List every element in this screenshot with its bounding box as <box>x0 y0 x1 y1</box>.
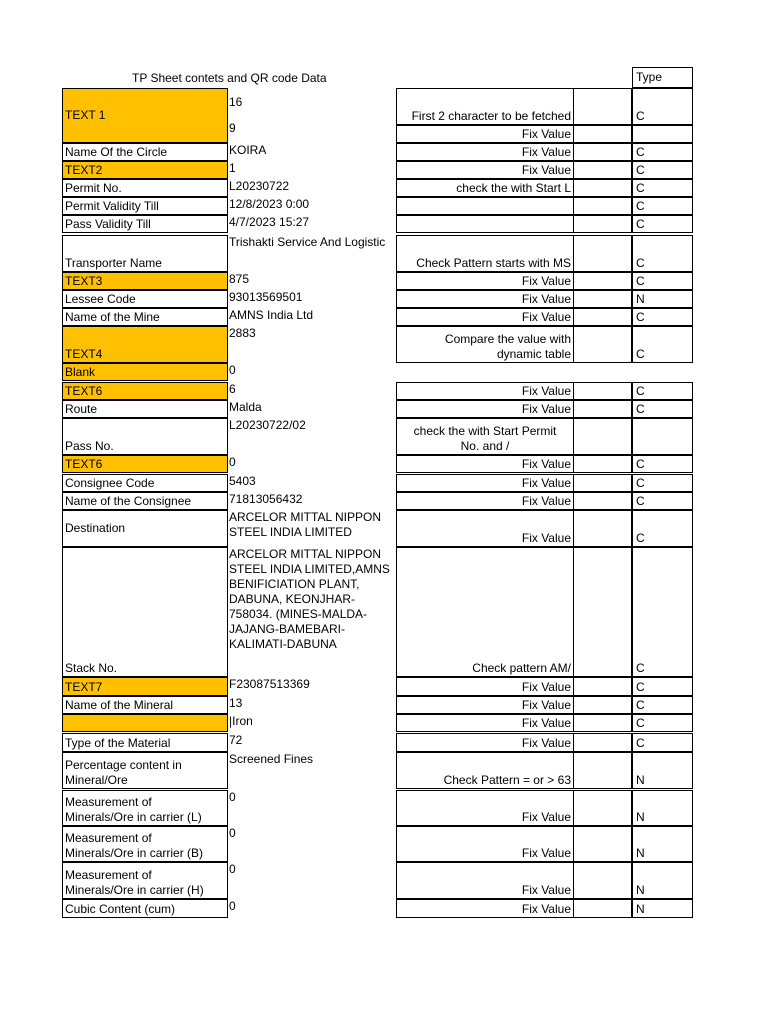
row-value: ARCELOR MITTAL NIPPON STEEL INDIA LIMITED <box>229 510 382 539</box>
row-label: TEXT 1 <box>62 88 228 143</box>
row-value: 5403 <box>229 474 256 488</box>
row-check-rule: Fix Value <box>396 290 573 308</box>
row-value: AMNS India Ltd <box>229 308 314 322</box>
row-value: 0 <box>229 899 236 913</box>
row-label: TEXT6 <box>62 455 228 473</box>
row-type: C <box>632 161 693 179</box>
row-label: Name Of the Circle <box>62 143 228 161</box>
table-row <box>0 215 768 233</box>
row-spacer-cell <box>573 510 632 547</box>
table-row <box>0 474 768 492</box>
row-check-rule: Fix Value <box>396 826 573 862</box>
row-check-rule: Fix Value <box>396 161 573 179</box>
row-check-rule: Check pattern AM/ <box>396 547 573 677</box>
row-value: ARCELOR MITTAL NIPPON STEEL INDIA LIMITED,AMNS BENIFICIATION PLANT, DABUNA, KEONJHAR- 758034. (MINES-MALDA- JAJANG-BAMEBARI- KALIMATI-DABUNA <box>229 547 390 651</box>
row-type: C <box>632 733 693 752</box>
row-check-rule: Fix Value <box>396 492 573 510</box>
row-label: Measurement of Minerals/Ore in carrier (L) <box>62 790 228 826</box>
row-spacer-cell <box>573 492 632 510</box>
row-spacer-cell <box>573 179 632 197</box>
row-check-rule: Fix Value <box>396 677 573 696</box>
table-row <box>0 179 768 197</box>
table-row <box>0 400 768 418</box>
row-check-rule: Fix Value <box>396 455 573 473</box>
row-spacer-cell <box>573 677 632 696</box>
row-label: Measurement of Minerals/Ore in carrier (B) <box>62 826 228 862</box>
table-row <box>0 696 768 714</box>
row-label: Type of the Material <box>62 733 228 752</box>
row-check-rule: Fix Value <box>396 143 573 161</box>
table-row <box>0 197 768 215</box>
row-label: Pass No. <box>62 418 228 455</box>
row-check-rule: Fix Value <box>396 400 573 418</box>
row-value: L20230722/02 <box>229 418 306 432</box>
row-check-rule: Check Pattern = or > 63 <box>396 752 573 789</box>
row-check-rule: Fix Value <box>396 272 573 290</box>
table-row <box>0 382 768 400</box>
row-value: 16 9 <box>229 95 243 135</box>
row-label: Pass Validity Till <box>62 215 228 233</box>
row-value: 0 <box>229 862 236 876</box>
row-check-rule: Check Pattern starts with MS <box>396 235 573 272</box>
row-type: C <box>632 308 693 326</box>
row-spacer-cell <box>573 143 632 161</box>
row-type: C <box>632 455 693 473</box>
row-type: N <box>632 826 693 862</box>
row-check-rule: check the with Start L <box>396 179 573 197</box>
row-spacer-cell <box>573 790 632 826</box>
row-type: C <box>632 197 693 215</box>
row-check-rule: Fix Value <box>396 125 573 143</box>
row-value: 0 <box>229 826 236 840</box>
row-label: TEXT7 <box>62 677 228 696</box>
row-value: 13 <box>229 696 243 710</box>
row-check-rule: Fix Value <box>396 714 573 732</box>
row-value: L20230722 <box>229 179 290 193</box>
row-value: 4/7/2023 15:27 <box>229 215 310 229</box>
row-label: Cubic Content (cum) <box>62 899 228 918</box>
row-value: 93013569501 <box>229 290 303 304</box>
row-spacer-cell <box>573 826 632 862</box>
row-value: Trishakti Service And Logistic <box>229 235 386 249</box>
row-type: C <box>632 235 693 272</box>
table-row <box>0 143 768 161</box>
table-row <box>0 492 768 510</box>
row-spacer-cell <box>573 862 632 899</box>
row-type: N <box>632 290 693 308</box>
row-spacer-cell <box>573 197 632 215</box>
row-spacer-cell <box>573 400 632 418</box>
table-row <box>0 547 768 677</box>
table-row <box>0 161 768 179</box>
row-check-rule: Fix Value <box>396 790 573 826</box>
table-row <box>0 677 768 696</box>
table-row <box>0 326 768 363</box>
row-check-rule: Fix Value <box>396 308 573 326</box>
row-spacer-cell <box>573 382 632 400</box>
row-type: C <box>632 88 693 125</box>
row-value: 72 <box>229 733 243 747</box>
row-spacer-cell <box>573 696 632 714</box>
row-label: Measurement of Minerals/Ore in carrier (H) <box>62 862 228 899</box>
row-type <box>632 125 693 143</box>
row-type: C <box>632 382 693 400</box>
row-type: C <box>632 714 693 732</box>
type-column-header: Type <box>632 67 693 88</box>
row-label: Blank <box>62 363 228 381</box>
row-value: Screened Fines <box>229 752 314 766</box>
table-row <box>0 290 768 308</box>
row-label: Name of the Consignee <box>62 492 228 510</box>
row-spacer-cell <box>573 733 632 752</box>
row-value: 6 <box>229 382 236 396</box>
row-type: C <box>632 400 693 418</box>
table-row <box>0 272 768 290</box>
row-spacer-cell <box>573 899 632 918</box>
row-label: Consignee Code <box>62 474 228 492</box>
row-label: Percentage content in Mineral/Ore <box>62 752 228 789</box>
row-type <box>632 418 693 455</box>
row-label: TEXT6 <box>62 382 228 400</box>
table-row <box>0 308 768 326</box>
row-type: N <box>632 862 693 899</box>
row-spacer-cell <box>573 88 632 125</box>
row-check-rule: Fix Value <box>396 474 573 492</box>
row-label: TEXT4 <box>62 326 228 363</box>
row-check-rule: Fix Value <box>396 382 573 400</box>
row-label: TEXT2 <box>62 161 228 179</box>
table-row <box>0 899 768 918</box>
row-type: N <box>632 899 693 918</box>
row-label: Name of the Mine <box>62 308 228 326</box>
row-check-rule: Fix Value <box>396 733 573 752</box>
row-label <box>62 714 228 732</box>
row-check-rule <box>396 215 573 233</box>
row-spacer-cell <box>573 125 632 143</box>
row-value: 2883 <box>229 326 256 340</box>
row-type: C <box>632 492 693 510</box>
row-type: C <box>632 179 693 197</box>
table-row <box>0 752 768 789</box>
row-value: 1 <box>229 161 236 175</box>
table-row <box>0 125 768 143</box>
row-value: Malda <box>229 400 262 414</box>
row-type: C <box>632 143 693 161</box>
row-check-rule: Fix Value <box>396 696 573 714</box>
row-value: 0 <box>229 455 236 469</box>
row-spacer-cell <box>573 215 632 233</box>
row-spacer-cell <box>573 418 632 455</box>
row-type: C <box>632 215 693 233</box>
row-spacer-cell <box>573 547 632 677</box>
row-spacer-cell <box>573 455 632 473</box>
row-type: C <box>632 677 693 696</box>
row-type: C <box>632 510 693 547</box>
row-label: Stack No. <box>62 547 228 677</box>
row-spacer-cell <box>573 161 632 179</box>
row-type: C <box>632 326 693 363</box>
row-type: N <box>632 790 693 826</box>
row-spacer-cell <box>573 290 632 308</box>
row-check-rule: check the with Start Permit No. and / <box>396 418 573 455</box>
table-row <box>0 455 768 473</box>
row-label: Permit No. <box>62 179 228 197</box>
table-row <box>0 862 768 899</box>
row-label: Lessee Code <box>62 290 228 308</box>
row-label: TEXT3 <box>62 272 228 290</box>
row-check-rule: First 2 character to be fetched <box>396 88 573 125</box>
row-value: F23087513369 <box>229 677 310 691</box>
row-label: Permit Validity Till <box>62 197 228 215</box>
row-value: 0 <box>229 790 236 804</box>
row-value: KOIRA <box>229 143 267 157</box>
table-row <box>0 714 768 732</box>
row-spacer-cell <box>573 752 632 789</box>
table-row <box>0 510 768 547</box>
row-value: 71813056432 <box>229 492 303 506</box>
sheet-title: TP Sheet contets and QR code Data <box>132 71 327 85</box>
table-row <box>0 826 768 862</box>
table-row <box>0 235 768 272</box>
row-type: C <box>632 272 693 290</box>
row-value: |Iron <box>229 714 253 728</box>
row-label: Route <box>62 400 228 418</box>
row-spacer-cell <box>573 272 632 290</box>
row-check-rule <box>396 197 573 215</box>
row-spacer-cell <box>573 235 632 272</box>
row-spacer-cell <box>573 326 632 363</box>
row-spacer-cell <box>573 308 632 326</box>
row-value: 875 <box>229 272 250 286</box>
row-check-rule: Fix Value <box>396 510 573 547</box>
row-spacer-cell <box>573 474 632 492</box>
row-label: Name of the Mineral <box>62 696 228 714</box>
row-type: C <box>632 696 693 714</box>
row-value: 12/8/2023 0:00 <box>229 197 310 211</box>
table-row <box>0 733 768 752</box>
row-check-rule: Fix Value <box>396 899 573 918</box>
table-row <box>0 418 768 455</box>
row-check-rule: Compare the value with dynamic table <box>396 326 573 363</box>
row-type: C <box>632 547 693 677</box>
table-row <box>0 363 768 381</box>
row-type: N <box>632 752 693 789</box>
row-label: Transporter Name <box>62 235 228 272</box>
table-row <box>0 790 768 826</box>
row-check-rule: Fix Value <box>396 862 573 899</box>
row-type: C <box>632 474 693 492</box>
row-label: Destination <box>62 510 228 547</box>
row-spacer-cell <box>573 714 632 732</box>
row-value: 0 <box>229 363 236 377</box>
